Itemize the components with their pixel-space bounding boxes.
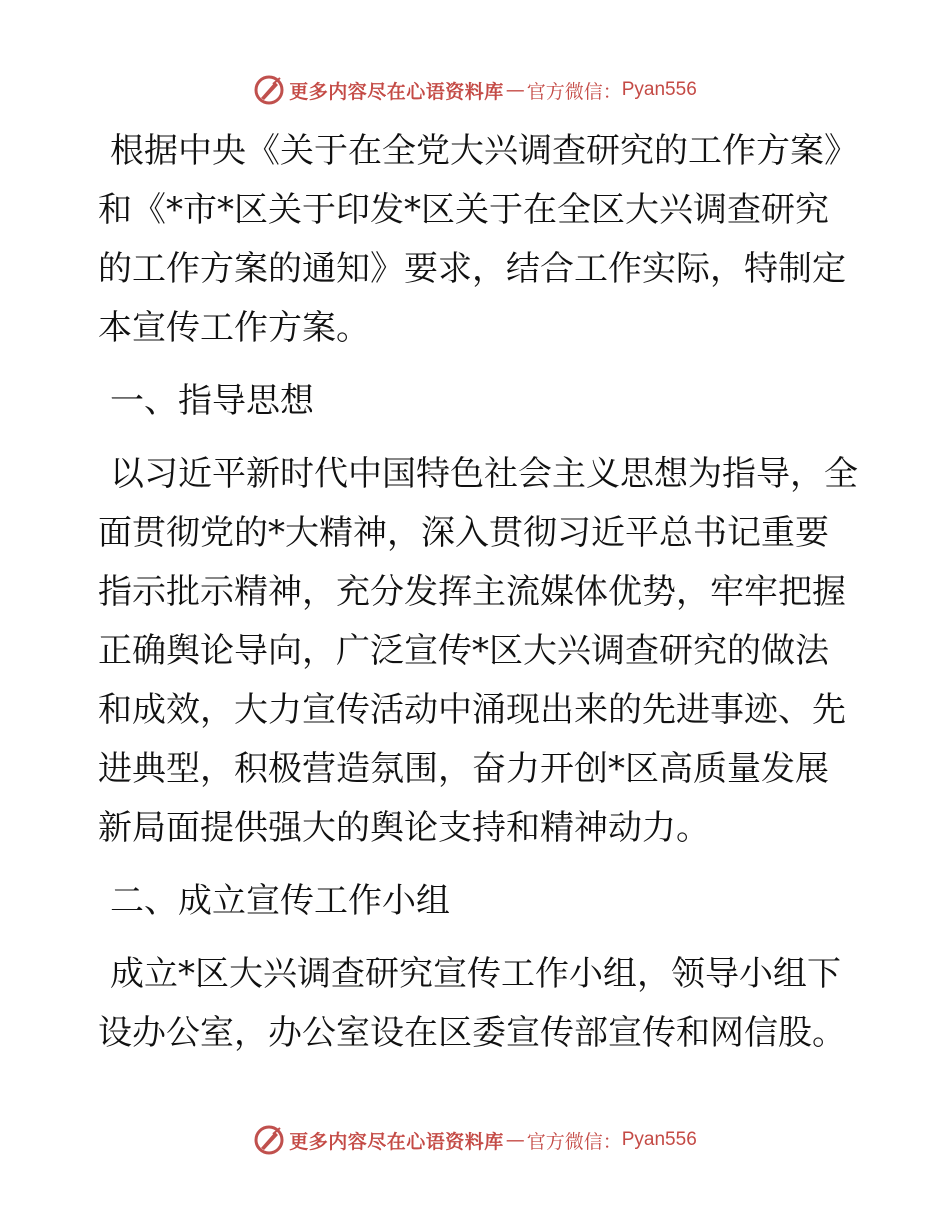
- header-banner: [0, 70, 950, 110]
- quill-circle-icon: [253, 74, 285, 106]
- section-heading-working-group: 二、成立宣传工作小组: [110, 881, 450, 921]
- banner-separator: —: [505, 79, 525, 101]
- banner-wechat-label: 官方微信：: [526, 80, 622, 103]
- banner-wechat-id: Pyan556: [621, 1129, 697, 1150]
- banner-brand-text: 更多内容尽在心语资料库: [289, 1130, 504, 1153]
- quill-circle-icon: [253, 1124, 285, 1156]
- banner-wechat-id: Pyan556: [621, 79, 697, 100]
- banner-brand-text: 更多内容尽在心语资料库: [289, 80, 504, 103]
- document-body: [98, 122, 858, 1063]
- guiding-ideology-paragraph: 以习近平新时代中国特色社会主义思想为指导，全面贯彻党的*大精神，深入贯彻习近平总书记重要指示批示精神，充分发挥主流媒体优势，牢牢把握正确舆论导向，广泛宣传*区大兴调查研究的做法和成效，大力宣传活动中涌现出来的先进事迹、先进典型，积极营造氛围，奋力开创*区高质量发展新局面提供强大的舆论支持和精神动力。: [98, 454, 858, 848]
- banner-wechat-label: 官方微信：: [526, 1130, 622, 1153]
- footer-banner: [0, 1120, 950, 1160]
- banner-separator: —: [505, 1129, 525, 1151]
- intro-paragraph: 根据中央《关于在全党大兴调查研究的工作方案》和《*市*区关于印发*区关于在全区大兴调查研究的工作方案的通知》要求，结合工作实际，特制定本宣传工作方案。: [98, 131, 858, 348]
- working-group-paragraph: 成立*区大兴调查研究宣传工作小组，领导小组下设办公室，办公室设在区委宣传部宣传和网信股。: [98, 954, 846, 1053]
- section-heading-guiding-ideology: 一、指导思想: [110, 381, 314, 421]
